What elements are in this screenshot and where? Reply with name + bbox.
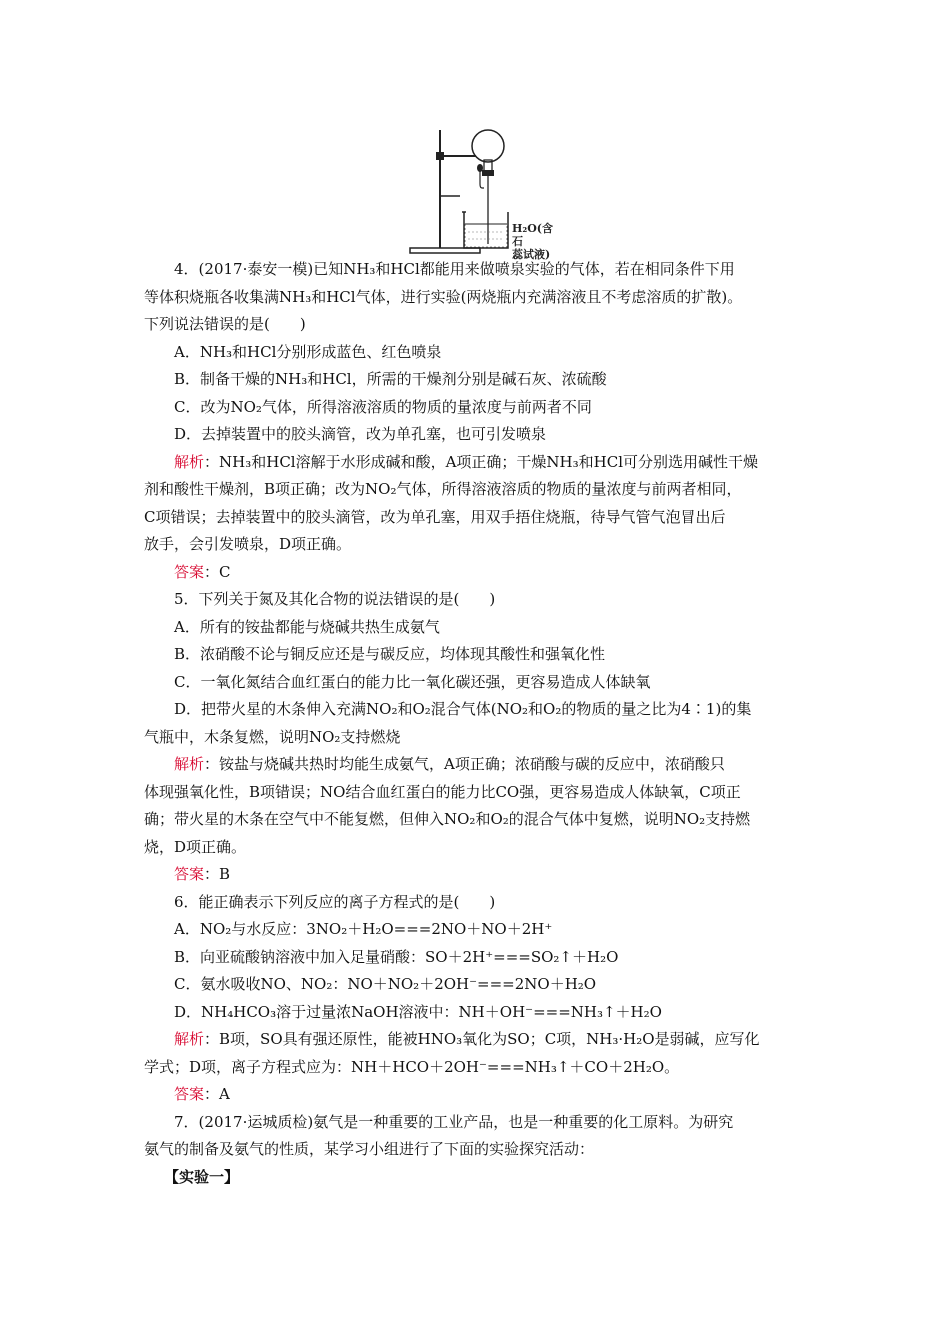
q5-analysis-line-3: 确；带火星的木条在空气中不能复燃，但伸入NO₂和O₂的混合气体中复燃，说明NO₂支持燃 [144, 810, 751, 828]
q6-analysis-text-1: ：B项，SO具有强还原性，能被HNO₃氧化为SO；C项，NH₃·H₂O是弱碱，应写化 [204, 1030, 760, 1048]
q5-analysis-line-1 [144, 751, 814, 779]
q6-option-d: D．NH₄HCO₃溶于过量浓NaOH溶液中：NH＋OH⁻===NH₃↑＋H₂O [174, 1002, 662, 1021]
q6-answer-value: ：A [204, 1085, 230, 1103]
answer-label: 答案 [174, 562, 205, 581]
q5-stem: 5．下列关于氮及其化合物的说法错误的是( ) [174, 590, 496, 608]
q4-analysis-line-3: C项错误；去掉装置中的胶头滴管，改为单孔塞，用双手捂住烧瓶，待导气管气泡冒出后 [144, 507, 726, 526]
questions-body [144, 256, 814, 1191]
q6-option-c: C．氨水吸收NO、NO₂：NO＋NO₂＋2OH⁻===2NO＋H₂O [174, 975, 597, 993]
figure-caption-line-1: H₂O(含石 [512, 222, 553, 248]
q4-option-c: C．改为NO₂气体，所得溶液溶质的物质的量浓度与前两者不同 [174, 397, 592, 416]
q5-answer-value: ：B [204, 865, 231, 883]
q4-stem-line-2: 等体积烧瓶各收集满NH₃和HCl气体，进行实验(两烧瓶内充满溶液且不考虑溶质的扩散)。 [144, 287, 743, 306]
q5-option-b: B．浓硝酸不论与铜反应还是与碳反应，均体现其酸性和强氧化性 [174, 645, 606, 663]
q4-analysis-line-4: 放手，会引发喷泉，D项正确。 [144, 535, 352, 553]
q4-analysis-line-2: 剂和酸性干燥剂，B项正确；改为NO₂气体，所得溶液溶质的物质的量浓度与前两者相同， [144, 480, 742, 498]
q4-option-d: D．去掉装置中的胶头滴管，改为单孔塞，也可引发喷泉 [174, 425, 547, 443]
q6-stem: 6．能正确表示下列反应的离子方程式的是( ) [174, 892, 496, 911]
q4-option-b: B．制备干燥的NH₃和HCl，所需的干燥剂分别是碱石灰、浓硫酸 [174, 370, 607, 388]
q5-option-d-line-2: 气瓶中，木条复燃，说明NO₂支持燃烧 [144, 727, 401, 746]
q5-analysis-line-4: 烧，D项正确。 [144, 837, 247, 856]
analysis-label: 解析 [174, 1030, 205, 1048]
q6-analysis-line-2: 学式；D项，离子方程式应为：NH＋HCO＋2OH⁻===NH₃↑＋CO＋2H₂O。 [144, 1057, 680, 1076]
q6-answer [144, 1081, 814, 1109]
q6-analysis-line-1 [144, 1026, 814, 1054]
q4-analysis-text-1: ：NH₃和HCl溶解于水形成碱和酸，A项正确；干燥NH₃和HCl可分别选用碱性干燥 [204, 452, 759, 471]
q6-option-a: A．NO₂与水反应：3NO₂＋H₂O===2NO＋NO＋2H⁺ [174, 920, 553, 938]
q4-stem-line-3: 下列说法错误的是( ) [144, 315, 306, 333]
q7-stem-line-2: 氨气的制备及氨气的性质，某学习小组进行了下面的实验探究活动： [144, 1140, 595, 1158]
q5-option-d-line-1: D．把带火星的木条伸入充满NO₂和O₂混合气体(NO₂和O₂的物质的量之比为4∶1)的集 [174, 700, 752, 718]
question-5 [144, 586, 814, 889]
q4-stem-line-1: 4．(2017·泰安一模)已知NH₃和HCl都能用来做喷泉实验的气体，若在相同条件下用 [174, 260, 735, 278]
fountain-apparatus-figure [400, 126, 560, 261]
q4-answer-value: ：C [204, 562, 231, 581]
analysis-label: 解析 [174, 755, 205, 773]
answer-label: 答案 [174, 1085, 205, 1103]
q4-option-a: A．NH₃和HCl分别形成蓝色、红色喷泉 [174, 342, 442, 361]
q6-option-b: B．向亚硫酸钠溶液中加入足量硝酸：SO＋2H⁺===SO₂↑＋H₂O [174, 947, 619, 966]
q7-section-heading: 【实验一】 [164, 1167, 240, 1186]
q4-analysis-line-1 [144, 449, 814, 477]
q5-answer [144, 861, 814, 889]
q5-option-a: A．所有的铵盐都能与烧碱共热生成氨气 [174, 617, 440, 636]
figure-caption-line-2: 蕊试液) [512, 248, 551, 261]
q7-stem-line-1: 7．(2017·运城质检)氨气是一种重要的工业产品，也是一种重要的化工原料。为研究 [174, 1112, 734, 1131]
q4-answer [144, 559, 814, 587]
answer-label: 答案 [174, 865, 205, 883]
analysis-label: 解析 [174, 452, 205, 471]
question-7 [144, 1109, 814, 1192]
question-6 [144, 889, 814, 1109]
q5-analysis-text-1: ：铵盐与烧碱共热时均能生成氨气，A项正确；浓硝酸与碳的反应中，浓硝酸只 [204, 755, 725, 773]
q5-option-c: C．一氧化氮结合血红蛋白的能力比一氧化碳还强，更容易造成人体缺氧 [174, 672, 651, 691]
question-4 [144, 256, 814, 586]
q5-analysis-line-2: 体现强氧化性，B项错误；NO结合血红蛋白的能力比CO强，更容易造成人体缺氧，C项正 [144, 782, 741, 801]
